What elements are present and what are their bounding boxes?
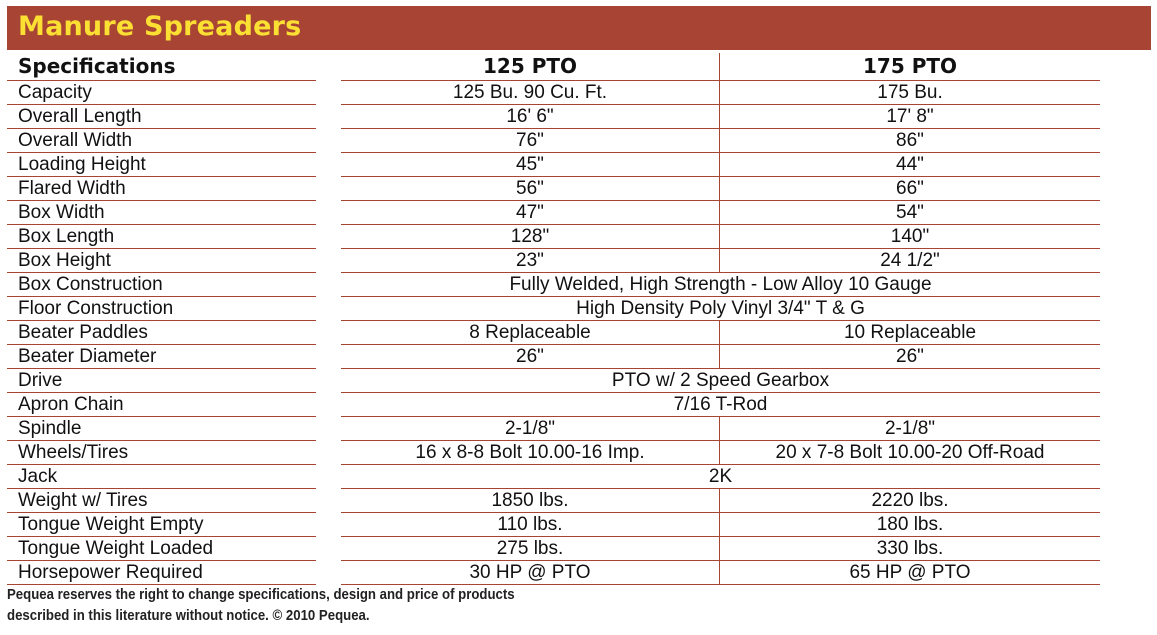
footnote: [7, 584, 623, 626]
spec-label: Drive: [7, 369, 316, 393]
spec-label: Box Construction: [7, 273, 316, 297]
table-row: [7, 225, 1151, 249]
spec-label: Horsepower Required: [7, 561, 316, 585]
spec-label: Jack: [7, 465, 316, 489]
spec-value-125-pto: 56": [341, 177, 720, 201]
spec-label: Box Width: [7, 201, 316, 225]
table-row: [7, 249, 1151, 273]
spec-label: Spindle: [7, 417, 316, 441]
spec-value-125-pto: 2-1/8": [341, 417, 720, 441]
spec-label: Wheels/Tires: [7, 441, 316, 465]
spec-value-125-pto: 26": [341, 345, 720, 369]
footnote-line-2: described in this literature without notice. © 2010 Pequea.: [7, 607, 370, 624]
spec-label: Box Height: [7, 249, 316, 273]
title-bar: [7, 6, 1151, 50]
spec-value-175-pto: 65 HP @ PTO: [720, 561, 1100, 585]
spec-value-shared: Fully Welded, High Strength - Low Alloy 10 Gauge: [341, 273, 1100, 297]
spec-value-125-pto: 1850 lbs.: [341, 489, 720, 513]
spec-value-125-pto: 30 HP @ PTO: [341, 561, 720, 585]
table-row: [7, 417, 1151, 441]
spec-value-125-pto: 128": [341, 225, 720, 249]
spec-value-175-pto: 2220 lbs.: [720, 489, 1100, 513]
spec-table: [7, 53, 1151, 585]
spec-value-175-pto: 180 lbs.: [720, 513, 1100, 537]
spec-value-125-pto: 47": [341, 201, 720, 225]
table-row: [7, 321, 1151, 345]
spec-label: Box Length: [7, 225, 316, 249]
spec-value-175-pto: 86": [720, 129, 1100, 153]
footnote-line-1: Pequea reserves the right to change specifications, design and price of products: [7, 586, 515, 603]
spec-label: Beater Diameter: [7, 345, 316, 369]
spec-value-125-pto: 76": [341, 129, 720, 153]
spec-value-175-pto: 20 x 7-8 Bolt 10.00-20 Off-Road: [720, 441, 1100, 465]
spec-label: Tongue Weight Empty: [7, 513, 316, 537]
table-row: [7, 129, 1151, 153]
table-row: [7, 177, 1151, 201]
spec-label: Apron Chain: [7, 393, 316, 417]
spec-label: Overall Length: [7, 105, 316, 129]
table-row: [7, 201, 1151, 225]
spec-value-175-pto: 175 Bu.: [720, 81, 1100, 105]
spec-label: Loading Height: [7, 153, 316, 177]
spec-value-175-pto: 17' 8": [720, 105, 1100, 129]
table-row: [7, 369, 1151, 393]
spec-value-125-pto: 110 lbs.: [341, 513, 720, 537]
spec-value-175-pto: 54": [720, 201, 1100, 225]
spec-value-125-pto: 23": [341, 249, 720, 273]
table-row: [7, 393, 1151, 417]
column-header-175-pto: 175 PTO: [720, 53, 1100, 81]
spec-value-175-pto: 66": [720, 177, 1100, 201]
spec-value-125-pto: 45": [341, 153, 720, 177]
page-title: Manure Spreaders: [18, 11, 302, 42]
spec-value-175-pto: 10 Replaceable: [720, 321, 1100, 345]
spec-label: Tongue Weight Loaded: [7, 537, 316, 561]
table-row: [7, 81, 1151, 105]
spec-label: Flared Width: [7, 177, 316, 201]
column-header-specifications: Specifications: [7, 53, 316, 81]
table-row: [7, 513, 1151, 537]
spec-label: Weight w/ Tires: [7, 489, 316, 513]
table-row: [7, 297, 1151, 321]
spec-label: Floor Construction: [7, 297, 316, 321]
spec-value-125-pto: 16 x 8-8 Bolt 10.00-16 Imp.: [341, 441, 720, 465]
table-row: [7, 465, 1151, 489]
spec-value-175-pto: 140": [720, 225, 1100, 249]
table-row: [7, 105, 1151, 129]
spec-value-125-pto: 16' 6": [341, 105, 720, 129]
table-row: [7, 441, 1151, 465]
table-row: [7, 537, 1151, 561]
table-header-row: [7, 53, 1151, 81]
spec-value-shared: 7/16 T-Rod: [341, 393, 1100, 417]
spec-value-175-pto: 330 lbs.: [720, 537, 1100, 561]
table-row: [7, 489, 1151, 513]
spec-value-175-pto: 44": [720, 153, 1100, 177]
spec-value-175-pto: 24 1/2": [720, 249, 1100, 273]
column-header-125-pto: 125 PTO: [341, 53, 720, 81]
spec-value-shared: PTO w/ 2 Speed Gearbox: [341, 369, 1100, 393]
table-row: [7, 345, 1151, 369]
spec-value-125-pto: 8 Replaceable: [341, 321, 720, 345]
spec-value-125-pto: 125 Bu. 90 Cu. Ft.: [341, 81, 720, 105]
spec-value-175-pto: 2-1/8": [720, 417, 1100, 441]
spec-value-175-pto: 26": [720, 345, 1100, 369]
table-row: [7, 273, 1151, 297]
spec-value-shared: High Density Poly Vinyl 3/4" T & G: [341, 297, 1100, 321]
spec-value-shared: 2K: [341, 465, 1100, 489]
spec-value-125-pto: 275 lbs.: [341, 537, 720, 561]
table-row: [7, 153, 1151, 177]
spec-label: Capacity: [7, 81, 316, 105]
spec-label: Beater Paddles: [7, 321, 316, 345]
spec-label: Overall Width: [7, 129, 316, 153]
table-row: [7, 561, 1151, 585]
